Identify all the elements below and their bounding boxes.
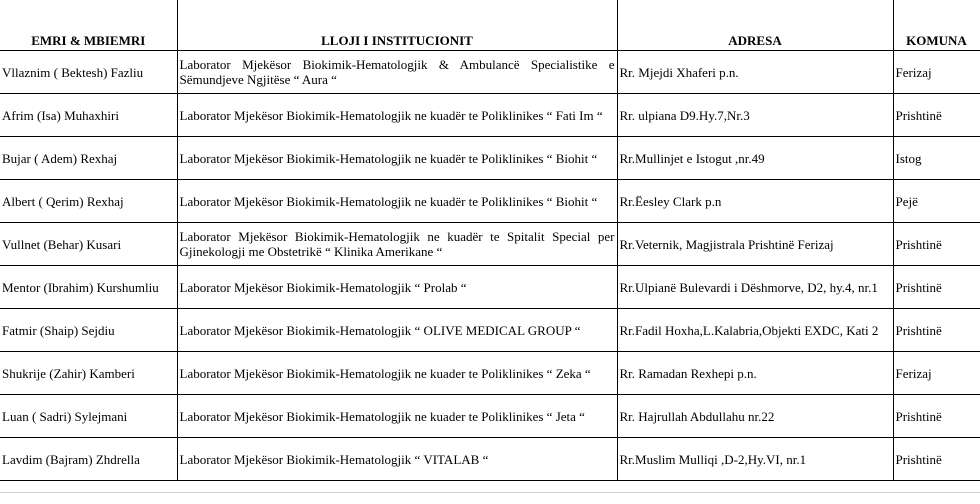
- table-row: [0, 51, 980, 94]
- table-row: [0, 309, 980, 352]
- cell-name: Afrim (Isa) Muhaxhiri: [0, 94, 177, 137]
- cell-name: Fatmir (Shaip) Sejdiu: [0, 309, 177, 352]
- cell-address: Rr. ulpiana D9.Hy.7,Nr.3: [617, 94, 893, 137]
- cell-institution: Laborator Mjekësor Biokimik-Hematologjik “ VITALAB “: [177, 438, 617, 481]
- header-row: [0, 0, 980, 51]
- cell-name: Lavdim (Bajram) Zhdrella: [0, 438, 177, 481]
- cell-commune: Ferizaj: [893, 352, 980, 395]
- cell-address: Rr. Hajrullah Abdullahu nr.22: [617, 395, 893, 438]
- table-row: [0, 180, 980, 223]
- cell-name: Luan ( Sadri) Sylejmani: [0, 395, 177, 438]
- cell-name: Mentor (Ibrahim) Kurshumliu: [0, 266, 177, 309]
- cell-address: Rr.Fadil Hoxha,L.Kalabria,Objekti EXDC, Kati 2: [617, 309, 893, 352]
- cell-institution: Laborator Mjekësor Biokimik-Hematologjik “ OLIVE MEDICAL GROUP “: [177, 309, 617, 352]
- cell-address: Rr.Mullinjet e Istogut ,nr.49: [617, 137, 893, 180]
- table-row: [0, 352, 980, 395]
- cell-commune: Prishtinë: [893, 94, 980, 137]
- cell-name: Shukrije (Zahir) Kamberi: [0, 352, 177, 395]
- cell-address: Rr. Ramadan Rexhepi p.n.: [617, 352, 893, 395]
- cell-commune: Pejë: [893, 180, 980, 223]
- table-row: [0, 395, 980, 438]
- page-bottom-edge: [0, 492, 980, 504]
- cell-institution: Laborator Mjekësor Biokimik-Hematologjik ne kuadër te Poliklinikes “ Biohit “: [177, 180, 617, 223]
- header-institution: LLOJI I INSTITUCIONIT: [177, 0, 617, 51]
- cell-address: Rr.Ulpianë Bulevardi i Dëshmorve, D2, hy.4, nr.1: [617, 266, 893, 309]
- cell-commune: Prishtinë: [893, 266, 980, 309]
- cell-institution: Laborator Mjekësor Biokimik-Hematologjik ne kuadër te Spitalit Special per Gjinekologji me Obstetrikë “ Klinika Amerikane “: [177, 223, 617, 266]
- table-row: [0, 94, 980, 137]
- header-address: ADRESA: [617, 0, 893, 51]
- cell-commune: Ferizaj: [893, 51, 980, 94]
- table-row: [0, 137, 980, 180]
- cell-address: Rr.Ëesley Clark p.n: [617, 180, 893, 223]
- header-name: EMRI & MBIEMRI: [0, 0, 177, 51]
- cell-institution: Laborator Mjekësor Biokimik-Hematologjik ne kuader te Poliklinikes “ Jeta “: [177, 395, 617, 438]
- cell-name: Vllaznim ( Bektesh) Fazliu: [0, 51, 177, 94]
- cell-name: Vullnet (Behar) Kusari: [0, 223, 177, 266]
- cell-commune: Prishtinë: [893, 223, 980, 266]
- cell-address: Rr.Muslim Mulliqi ,D-2,Hy.VI, nr.1: [617, 438, 893, 481]
- cell-institution: Laborator Mjekësor Biokimik-Hematologjik & Ambulancë Specialistike e Sëmundjeve Ngjitëse “ Aura “: [177, 51, 617, 94]
- table-row: [0, 223, 980, 266]
- cell-institution: Laborator Mjekësor Biokimik-Hematologjik “ Prolab “: [177, 266, 617, 309]
- header-commune: KOMUNA: [893, 0, 980, 51]
- cell-commune: Prishtinë: [893, 309, 980, 352]
- cell-name: Albert ( Qerim) Rexhaj: [0, 180, 177, 223]
- cell-institution: Laborator Mjekësor Biokimik-Hematologjik ne kuadër te Poliklinikes “ Biohit “: [177, 137, 617, 180]
- cell-institution: Laborator Mjekësor Biokimik-Hematologjik ne kuader te Poliklinikes “ Zeka “: [177, 352, 617, 395]
- cell-commune: Istog: [893, 137, 980, 180]
- cell-address: Rr. Mjejdi Xhaferi p.n.: [617, 51, 893, 94]
- table-row: [0, 438, 980, 481]
- cell-name: Bujar ( Adem) Rexhaj: [0, 137, 177, 180]
- cell-commune: Prishtinë: [893, 395, 980, 438]
- cell-commune: Prishtinë: [893, 438, 980, 481]
- cell-address: Rr.Veternik, Magjistrala Prishtinë Ferizaj: [617, 223, 893, 266]
- table-row: [0, 266, 980, 309]
- cell-institution: Laborator Mjekësor Biokimik-Hematologjik ne kuadër te Poliklinikes “ Fati Im “: [177, 94, 617, 137]
